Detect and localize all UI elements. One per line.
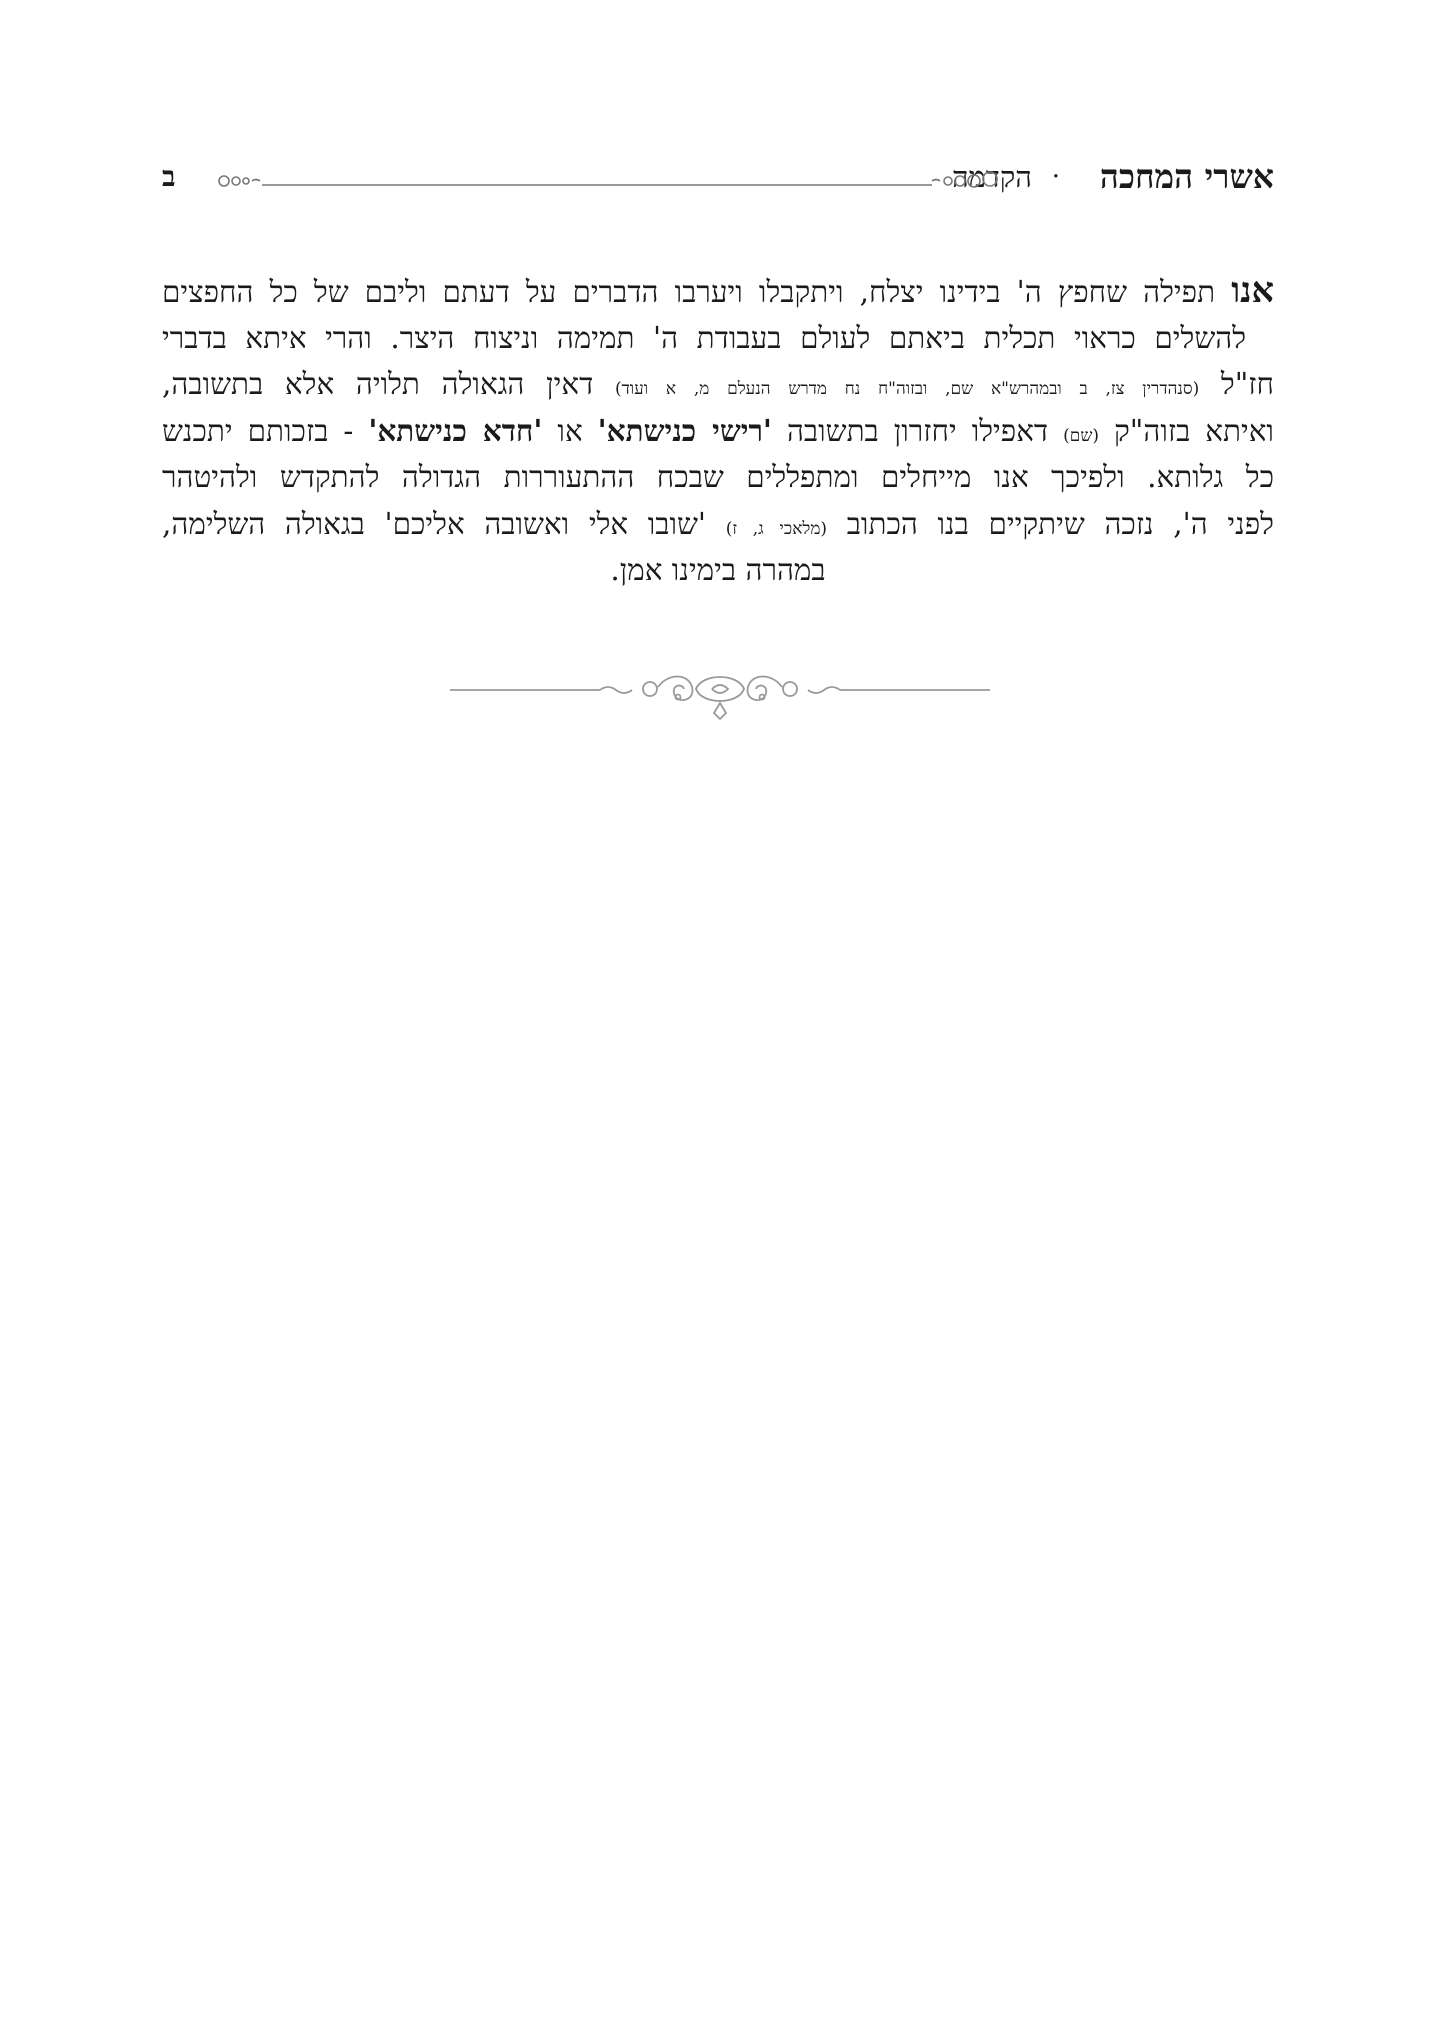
- text-span: 'שובו אלי ואשובה אליכם' בגאולה השלימה,: [162, 506, 726, 541]
- ornament-divider: [450, 665, 990, 725]
- text-span: להשלים כראוי תכלית ביאתם לעולם בעבודת ה' תמימה וניצוח היצר. והרי איתא בדברי: [162, 320, 1246, 355]
- bold-quote: 'חדא כנישתא': [368, 412, 543, 448]
- text-line: [162, 454, 1274, 501]
- text-span: לפני ה', נזכה שיתקיים בנו הכתוב: [827, 506, 1274, 541]
- text-line: [162, 501, 1274, 548]
- running-header: [162, 155, 1274, 199]
- text-line: [162, 268, 1274, 315]
- text-span: חז"ל: [1199, 367, 1274, 401]
- bold-quote: 'רישי כנישתא': [597, 412, 772, 448]
- opening-word: אנו: [1231, 270, 1274, 311]
- source-citation: (שם): [1063, 425, 1100, 446]
- text-span: במהרה בימינו אמן.: [610, 553, 826, 587]
- text-span: - בזכותם יתכנש: [162, 413, 369, 448]
- text-line: [162, 408, 1274, 455]
- scroll-ornament-icon: [450, 665, 990, 725]
- header-rule: [162, 155, 1010, 199]
- section-title: הקדמה: [951, 160, 1032, 194]
- header-separator: ·: [1051, 162, 1060, 192]
- book-title: אשרי המחכה: [1099, 157, 1274, 196]
- source-citation: (סנהדרין צז, ב ובמהרש"א שם, ובזוה"ח נח מדרש הנעלם מ, א ועוד): [615, 379, 1200, 399]
- text-span: כל גלותא. ולפיכך אנו מייחלים ומתפללים שבכח ההתעוררות הגדולה להתקדש ולהיטהר: [162, 460, 1274, 494]
- text-span: דאין הגאולה תלויה אלא בתשובה,: [162, 367, 615, 401]
- text-line: [162, 315, 1274, 362]
- text-span: דאפילו יחזרון בתשובה: [771, 413, 1064, 448]
- source-citation: (מלאכי ג, ז): [725, 518, 828, 539]
- text-line: [162, 547, 1274, 594]
- page-number: ב: [162, 160, 176, 193]
- text-span: ואיתא בזוה"ק: [1099, 413, 1274, 448]
- text-span: תפילה שחפץ ה' בידינו יצלח, ויתקבלו ויערבו הדברים על דעתם וליבם של כל החפצים: [162, 275, 1232, 309]
- text-line: [162, 361, 1274, 408]
- header-flourish-icon: [162, 155, 1010, 199]
- text-span: או: [542, 413, 598, 448]
- body-paragraph: [162, 268, 1274, 594]
